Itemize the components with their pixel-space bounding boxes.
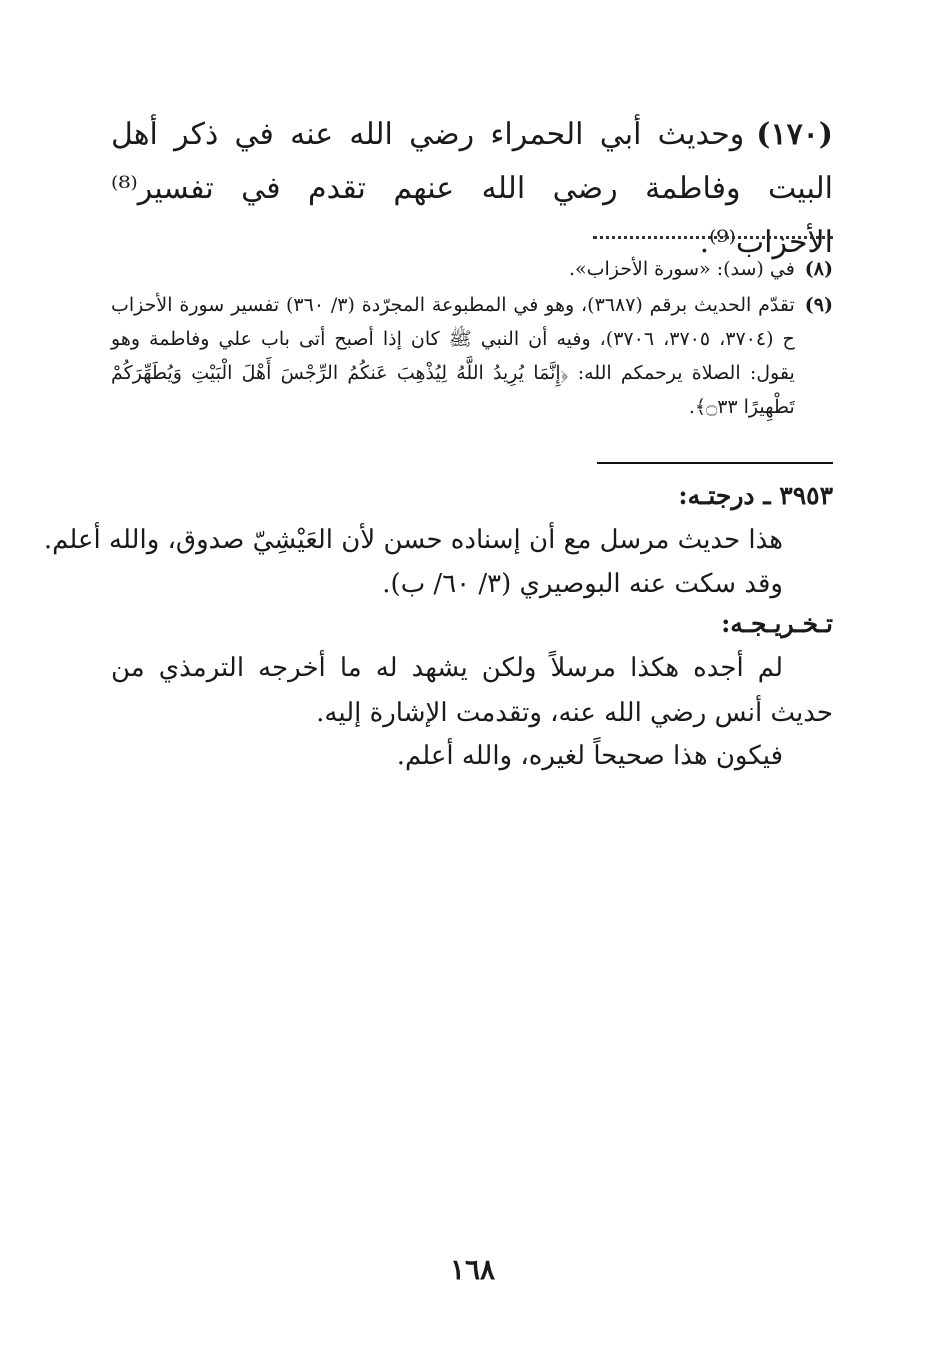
grade-line-2: وقد سكت عنه البوصيري (٣/ ٦٠/ ب).: [382, 569, 783, 599]
takhrij-paragraph: لم أجده هكذا مرسلاً ولكن يشهد له ما أخرجه الترمذي من حديث أنس رضي الله عنه، وتقدمت الإشارة إليه.: [111, 653, 833, 728]
main-paragraph: [111, 108, 833, 270]
footnote-separator: [593, 222, 833, 239]
footnotes: [111, 252, 833, 426]
main-text: وحديث أبي الحمراء رضي الله عنه في ذكر أهل البيت وفاطمة رضي الله عنهم تقدم في تفسير⁽⁸⁾ الأحزاب⁽⁹⁾.: [111, 117, 833, 260]
footnote-text: في (سد): «سورة الأحزاب».: [568, 258, 795, 280]
hadith-number: (١٧٠): [756, 117, 833, 152]
footnote-9: [111, 288, 833, 424]
grade-line-1: هذا حديث مرسل مع أن إسناده حسن لأن العَيْشِيّ صدوق، والله أعلم.: [43, 525, 783, 555]
footnote-text: تقدّم الحديث برقم (٣٦٨٧)، وهو في المطبوعة المجرّدة (٣/ ٣٦٠) تفسير سورة الأحزاب ح (٣٧٠٤، ٣٧٠٥، ٣٧٠٦)، وفيه أن النبي ﷺ كان إذا أصبح أتى باب علي وفاطمة وهو يقول: الصلاة يرحمكم الله: ﴿إِنَّمَا يُرِيدُ اللَّهُ لِيُذْهِبَ عَنكُمُ الرِّجْسَ أَهْلَ الْبَيْتِ وَيُطَهِّرَكُمْ تَطْهِيرًا ۝٣٣﴾.: [111, 294, 795, 418]
footnote-number: (٨): [804, 258, 833, 280]
takhrij-conclusion: فيكون هذا صحيحاً لغيره، والله أعلم.: [396, 741, 783, 771]
footnote-8: [111, 252, 833, 286]
section-divider: [597, 462, 833, 464]
grade-heading: ٣٩٥٣ ـ درجتـه:: [678, 481, 833, 510]
page-number: ١٦٨: [449, 1253, 496, 1286]
footnote-number: (٩): [804, 294, 833, 316]
takhrij-heading: تـخـريـجـه:: [721, 609, 833, 638]
